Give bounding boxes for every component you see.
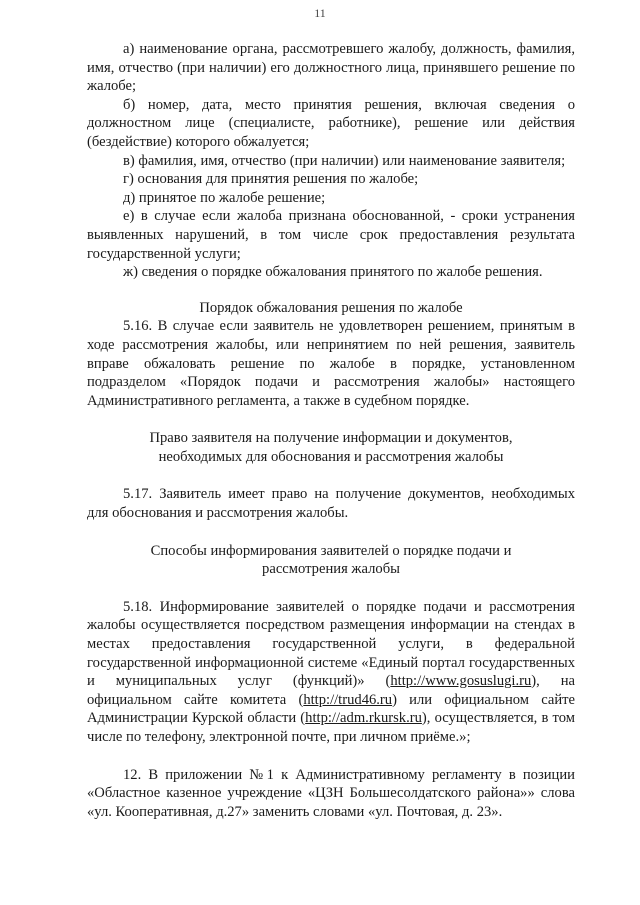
- section-heading-517-line2: необходимых для обоснования и рассмотрения жалобы: [158, 448, 504, 465]
- list-item-d: д) принятое по жалобе решение;: [123, 189, 326, 206]
- paragraph-518-text-3: ) или официальном сайте Администрации Курской области (: [87, 691, 575, 727]
- section-heading-518: [87, 542, 575, 579]
- trud46-link[interactable]: http://trud46.ru: [303, 691, 393, 708]
- paragraph-518-text-1: 5.18. Информирование заявителей о порядке подачи и рассмотрения жалобы осуществляется посредством размещения информации на стендах в местах предоставления государственной услуги, в федеральной государственной информационной системе «Единый портал государственных и муниципальных услуг (функций)» (: [87, 598, 575, 690]
- list-item-zh: ж) сведения о порядке обжалования принятого по жалобе решения.: [123, 264, 543, 281]
- section-heading-517-line1: Право заявителя на получение информации и документов,: [149, 430, 513, 447]
- section-heading-517: [87, 429, 575, 466]
- paragraph-517: 5.17. Заявитель имеет право на получение документов, необходимых для обоснования и рассмотрения жалобы.: [87, 486, 575, 522]
- list-item-a: а) наименование органа, рассмотревшего жалобу, должность, фамилия, имя, отчество (при наличии) его должностного лица, принявшего решение по жалобе;: [87, 41, 575, 95]
- list-item-b: б) номер, дата, место принятия решения, включая сведения о должностном лице (специалисте, работнике), решение или действия (бездействие) которого обжалуется;: [87, 96, 575, 150]
- page-number: 11: [314, 6, 326, 20]
- section-heading-518-line1: Способы информирования заявителей о порядке подачи и: [150, 542, 512, 559]
- list-item-g: г) основания для принятия решения по жалобе;: [123, 171, 419, 188]
- section-heading-516: Порядок обжалования решения по жалобе: [199, 299, 463, 316]
- paragraph-518-text-4: ), осуществляется, в том числе по телефону, электронной почте, при личном приёме.»;: [87, 710, 575, 745]
- gosuslugi-link[interactable]: http://www.gosuslugi.ru: [390, 673, 532, 690]
- adm-rkursk-link[interactable]: http://adm.rkursk.ru: [305, 710, 422, 727]
- paragraph-item-12: 12. В приложении №1 к Административному регламенту в позиции «Областное казенное учреждение «ЦЗН Большесолдатского района»» слова «ул. Кооперативная, д.27» заменить словами «ул. Почтовая, д. 23».: [87, 766, 575, 820]
- paragraph-516: 5.16. В случае если заявитель не удовлетворен решением, принятым в ходе рассмотрения жалобы, или непринятием по ней решения, заявитель вправе обжаловать решение по жалобе в порядке, установленном подразделом «Порядок подачи и рассмотрения жалобы» настоящего Административного регламента, а также в судебном порядке.: [87, 318, 575, 409]
- document-body: [87, 40, 575, 821]
- list-item-e: е) в случае если жалоба признана обоснованной, - сроки устранения выявленных нарушений, в том числе срок предоставления результата государственной услуги;: [87, 208, 575, 262]
- paragraph-518-text-2: ), на официальном сайте комитета (: [87, 673, 575, 708]
- section-heading-518-line2: рассмотрения жалобы: [262, 561, 400, 578]
- list-item-v: в) фамилия, имя, отчество (при наличии) или наименование заявителя;: [123, 152, 566, 169]
- paragraph-518: [87, 598, 575, 747]
